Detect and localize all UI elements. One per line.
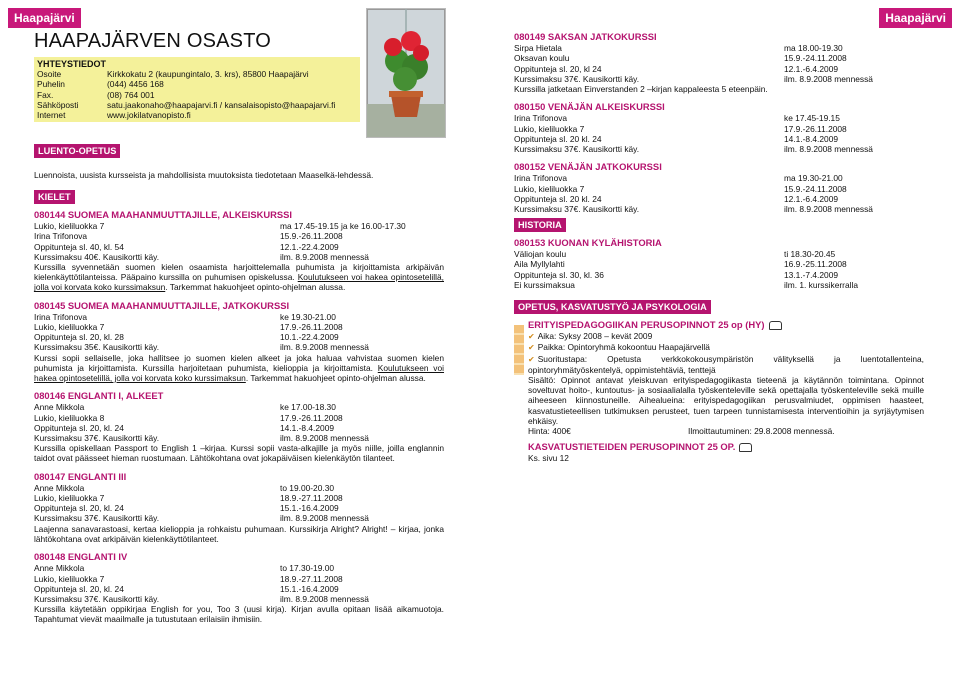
opetus-bullet: ✔ Paikka: Opintoryhmä kokoontuu Haapajärvellä (528, 342, 924, 353)
course-detail-left: Lukio, kieliluokka 7 (34, 221, 105, 232)
contact-box (34, 57, 360, 122)
course-description-text: Kurssilla jatketaan Einverstanden 2 –kirjan kappaleesta 5 eteenpäin. (514, 84, 768, 95)
course-detail-line (514, 113, 924, 123)
course-detail-left: Oppitunteja sl. 20, kl. 28 (34, 332, 124, 343)
course-detail-left: Irina Trifonova (34, 311, 88, 322)
course-detail-line (34, 322, 444, 332)
flower-photo (366, 8, 446, 138)
course-detail-right: ke 17.00-18.30 (280, 402, 336, 413)
course-detail-left: Oppitunteja sl. 30, kl. 36 (514, 269, 604, 280)
course-detail-right: 18.9.-27.11.2008 (280, 493, 343, 504)
course-detail-line (34, 242, 444, 252)
region-tag-left: Haapajärvi (8, 8, 81, 28)
course-detail-line (514, 270, 924, 280)
course-detail-line (514, 74, 924, 84)
course-detail-line (34, 342, 444, 352)
course-title: 080149 SAKSAN JATKOKURSSI (514, 31, 657, 42)
historia-course (514, 238, 924, 290)
course-detail-left: Lukio, kieliluokka 7 (514, 123, 585, 134)
course-detail-line (514, 194, 924, 204)
course-detail-left: Anne Mikkola (34, 482, 85, 493)
course-detail-left: Oppitunteja sl. 40, kl. 54 (34, 241, 124, 252)
course-description (34, 604, 444, 624)
course-detail-right: 15.9.-26.11.2008 (280, 231, 343, 242)
course-detail-line (34, 574, 444, 584)
course-description (34, 443, 444, 463)
opetus-section (528, 320, 924, 464)
course-detail-right: 15.1.-16.4.2009 (280, 583, 339, 594)
geranium-image (367, 9, 445, 137)
course-detail-right: ilm. 1. kurssikerralla (784, 279, 858, 290)
course-detail-right: ilm. 8.9.2008 mennessä (784, 204, 873, 215)
course-description-text: Laajenna sanavarastoasi, kertaa kielioppia ja rohkaistu puhumaan. Kurssikirja Alright? Alright! – kirjaa, jonka lähtökohtana ovat arkipäivän kielenkäyttötilanteet. (34, 523, 444, 544)
course-detail-left: Lukio, kieliluokka 7 (34, 322, 105, 333)
course-detail-left: Oppitunteja sl. 20 kl. 24 (514, 133, 602, 144)
contact-label: Puhelin (37, 79, 65, 90)
course-detail-right: ilm. 8.9.2008 mennessä (280, 513, 369, 524)
course-detail-right: 18.9.-27.11.2008 (280, 573, 343, 584)
course-detail-line (34, 584, 444, 594)
course-title: 080146 ENGLANTI I, ALKEET (34, 390, 164, 402)
course-detail-right: 14.1.-8.4.2009 (280, 422, 335, 433)
course-detail-right: 17.9.-26.11.2008 (784, 123, 847, 134)
course-detail-line (514, 64, 924, 74)
course-detail-right: ma 19.30-21.00 (784, 173, 843, 184)
course-block (34, 552, 444, 624)
course-description-text: Kurssilla opiskellaan Passport to English 1 –kirjaa. Kurssi sopii vasta-alkajille ja myös niille, joilla englannin taidot ovat päässeet hieman ruostumaan. Lähtökohtana ovat jokapäiväisen kielenkäytön tilanteet. (34, 443, 444, 464)
right-course-list (514, 32, 924, 222)
course-detail-left: Lukio, kieliluokka 7 (34, 493, 105, 504)
course-description (34, 353, 444, 384)
contact-label: Fax. (37, 89, 54, 100)
course-description (34, 262, 444, 293)
course-detail-line (34, 483, 444, 493)
contact-row (37, 69, 357, 79)
phone-icon (769, 321, 782, 330)
opetus-bullet: ✔ Suoritustapa: Opetusta verkkokokousympäristön välityksellä ja luentotallenteina, opintoryhmätyöskentelyä, oppimistehtäviä, tenttejä (528, 354, 924, 375)
contact-value: (08) 764 001 (107, 89, 155, 100)
course-detail-left: Oppitunteja sl. 20 kl. 24 (514, 193, 602, 204)
course-description-text: Kurssilla käytetään oppikirjaa English for you, Too 3 (uusi kirja). Kirjan avulla opitaan lisää aikamuotoja. Tapahtumat vievät maailmalle ja tutustutaan erilaisiin ihmisiin. (34, 604, 444, 625)
course-title: 080152 VENÄJÄN JATKOKURSSI (514, 161, 662, 173)
phone-icon (739, 443, 752, 452)
luento-text: Luennoista, uusista kursseista ja mahdollisista muutoksista tiedotetaan Maaselkä-lehdessä. (34, 170, 374, 180)
course-title: 080145 SUOMEA MAAHANMUUTTAJILLE, JATKOKURSSI (34, 299, 290, 311)
course-detail-left: Ei kurssimaksua (514, 279, 575, 290)
course-description-text: Kurssi sopii sellaiselle, joka hallitsee jo suomen kielen alkeet ja joka haluaa vahvistaa suomen kielen puhumista ja kirjoittamista. Kurssilla harjoitetaan puhumista, kielioppia ja kirjoittamista. (34, 352, 444, 373)
contact-label: Internet (37, 110, 66, 121)
course-detail-left: Kurssimaksu 37€. Kausikortti käy. (514, 144, 640, 155)
luento-opetus-bar: LUENTO-OPETUS (34, 144, 120, 158)
course-detail-left: Oppitunteja sl. 20, kl. 24 (34, 422, 124, 433)
course-detail-left: Irina Trifonova (34, 231, 88, 242)
course-title-text: KASVATUSTIETEIDEN PERUSOPINNOT 25 OP. (528, 441, 736, 453)
course-detail-line (34, 503, 444, 513)
course-detail-left: Kurssimaksu 37€. Kausikortti käy. (514, 73, 640, 84)
course-title-text: ERITYISPEDAGOGIIKAN PERUSOPINNOT 25 op (HY) (528, 319, 765, 330)
course-detail-right: ma 18.00-19.30 (784, 43, 843, 54)
course-detail-left: Kurssimaksu 37€. Kausikortti käy. (514, 204, 640, 215)
course-detail-line (34, 563, 444, 573)
course-detail-line (34, 433, 444, 443)
contact-label: Sähköposti (37, 99, 79, 110)
course-detail-left: Oppitunteja sl. 20, kl. 24 (34, 503, 124, 514)
course-detail-right: 10.1.-22.4.2009 (280, 332, 339, 343)
course-block (34, 391, 444, 463)
course-description-end: . Tarkemmat hakuohjeet opinto-ohjelman alussa. (165, 282, 346, 293)
course-detail-left: Kurssimaksu 37€. Kausikortti käy. (34, 593, 160, 604)
course-detail-left: Oksavan koulu (514, 53, 570, 64)
course-detail-line (514, 124, 924, 134)
contact-value: Kirkkokatu 2 (kaupungintalo, 3. krs), 85800 Haapajärvi (107, 69, 309, 80)
course-title (528, 442, 924, 452)
historia-bar: HISTORIA (514, 218, 566, 232)
course-detail-right: 14.1.-8.4.2009 (784, 133, 839, 144)
course-voucher-note: Koulutukseen voi hakea opintosetelillä, jolla voi korvata koko kurssimaksun (34, 272, 444, 293)
course-description (514, 84, 924, 94)
course-detail-line (34, 594, 444, 604)
course-block (514, 102, 924, 154)
course-title (528, 320, 924, 330)
course-detail-right: 16.9.-25.11.2008 (784, 259, 847, 270)
course-detail-right: 17.9.-26.11.2008 (280, 322, 343, 333)
kielet-bar: KIELET (34, 190, 75, 204)
contact-row (37, 100, 357, 110)
course-detail-line (34, 252, 444, 262)
course-detail-right: ilm. 8.9.2008 mennessä (280, 433, 369, 444)
contact-value: satu.jaakonaho@haapajarvi.fi / kansalaisopisto@haapajarvi.fi (107, 99, 336, 110)
course-detail-right: ilm. 8.9.2008 mennessä (784, 73, 873, 84)
course-detail-right: 13.1.-7.4.2009 (784, 269, 839, 280)
course-detail-left: Oppitunteja sl. 20, kl 24 (514, 63, 602, 74)
course-detail-left: Irina Trifonova (514, 173, 568, 184)
course-detail-right: to 17.30-19.00 (280, 563, 335, 574)
course-detail-line (514, 259, 924, 269)
course-detail-left: Irina Trifonova (514, 113, 568, 124)
course-detail-right: ilm. 8.9.2008 mennessä (784, 144, 873, 155)
course-detail-right: to 19.00-20.30 (280, 482, 335, 493)
course-detail-left: Kurssimaksu 37€. Kausikortti käy. (34, 513, 160, 524)
course-block (514, 32, 924, 94)
course-detail-left: Anne Mikkola (34, 563, 85, 574)
course-block (34, 210, 444, 293)
opetus-registration: Ilmoittautuminen: 29.8.2008 mennessä. (688, 426, 835, 437)
course-detail-right: 12.1.-6.4.2009 (784, 63, 839, 74)
course-detail-left: Sirpa Hietala (514, 43, 562, 54)
opetus-see-page: Ks. sivu 12 (528, 453, 569, 464)
region-tag-right: Haapajärvi (879, 8, 952, 28)
contact-row (37, 79, 357, 89)
course-detail-left: Kurssimaksu 35€. Kausikortti käy. (34, 342, 160, 353)
contact-title: YHTEYSTIEDOT (37, 59, 107, 69)
course-detail-line (34, 423, 444, 433)
course-detail-left: Lukio, kieliluokka 7 (514, 183, 585, 194)
contact-row (37, 90, 357, 100)
contact-label: Osoite (37, 69, 62, 80)
course-detail-line (34, 221, 444, 231)
course-detail-line (514, 144, 924, 154)
course-block (514, 162, 924, 214)
course-detail-right: ke 17.45-19.15 (784, 113, 840, 124)
course-detail-line (34, 402, 444, 412)
course-detail-right: 15.9.-24.11.2008 (784, 53, 847, 64)
left-course-list (34, 210, 444, 633)
opetus-bar: OPETUS, KASVATUSTYÖ JA PSYKOLOGIA (514, 300, 711, 314)
course-detail-right: ilm. 8.9.2008 mennessä (280, 251, 369, 262)
course-detail-left: Aila Myllylahti (514, 259, 565, 270)
course-detail-line (514, 249, 924, 259)
course-detail-right: ke 19.30-21.00 (280, 311, 336, 322)
course-detail-right: 15.1.-16.4.2009 (280, 503, 339, 514)
course-title: 080153 KUONAN KYLÄHISTORIA (514, 237, 662, 248)
course-detail-line (514, 280, 924, 290)
contact-value: www.jokilatvanopisto.fi (107, 110, 191, 121)
course-detail-line (34, 332, 444, 342)
course-detail-line (34, 513, 444, 523)
course-detail-left: Kurssimaksu 40€. Kausikortti käy. (34, 251, 160, 262)
course-detail-line (514, 43, 924, 53)
course-detail-right: ma 17.45-19.15 ja ke 16.00-17.30 (280, 221, 406, 232)
course-detail-right: ti 18.30-20.45 (784, 249, 836, 260)
side-ornament (514, 325, 524, 375)
course-detail-line (34, 493, 444, 503)
course-detail-left: Oppitunteja sl. 20, kl. 24 (34, 583, 124, 594)
contact-row (37, 110, 357, 120)
opetus-price: Hinta: 400€ (528, 426, 571, 437)
course-detail-line (514, 173, 924, 183)
course-detail-line (34, 312, 444, 322)
opetus-bullet: ✔ Aika: Syksy 2008 – kevät 2009 (528, 331, 924, 342)
course-description-text: Kurssilla syvennetään suomen kielen osaamista harjoittelemalla puhumista ja kirjoittamista arkipäivän kielenkäyttötilanteissa. Pääpaino kurssilla on puhumisen opiskelussa. (34, 262, 444, 283)
course-detail-line (514, 53, 924, 63)
course-detail-line (34, 231, 444, 241)
course-title: 080144 SUOMEA MAAHANMUUTTAJILLE, ALKEISKURSSI (34, 209, 293, 220)
course-detail-right: ilm. 8.9.2008 mennessä (280, 342, 369, 353)
course-detail-left: Lukio, kieliluokka 8 (34, 412, 105, 423)
course-detail-left: Väliojan koulu (514, 249, 567, 260)
course-title: 080147 ENGLANTI III (34, 470, 127, 482)
course-detail-right: 15.9.-24.11.2008 (784, 183, 847, 194)
course-detail-right: 17.9.-26.11.2008 (280, 412, 343, 423)
course-detail-left: Kurssimaksu 37€. Kausikortti käy. (34, 433, 160, 444)
opetus-content: Sisältö: Opinnot antavat yleiskuvan erityispedagogiikasta tieteenä ja käytännön toimintana. Opinnot soveltuvat hoito-, kuntoutus- ja sosiaalialalla työskenteleville sekä opettajalla työskenteleville sekä muille aiheeseen kiinnostuneille. Aihealueina: erityispedagogiikan perusvalmiudet, oppimisen haasteet, kasvatustieteellisen tutkimuksen perusteet, tuen tarpeen tunnistamisesta interventioihin ja syrjäytymisen ehkäisy. (528, 375, 924, 426)
page-title: HAAPAJÄRVEN OSASTO (34, 30, 272, 52)
course-description (34, 524, 444, 544)
course-title: 080150 VENÄJÄN ALKEISKURSSI (514, 101, 665, 113)
course-detail-left: Lukio, kieliluokka 7 (34, 573, 105, 584)
course-detail-line (514, 134, 924, 144)
course-detail-line (514, 184, 924, 194)
course-detail-line (34, 413, 444, 423)
course-detail-right: 12.1.-6.4.2009 (784, 193, 839, 204)
course-block (34, 301, 444, 384)
course-detail-right: 12.1.-22.4.2009 (280, 241, 339, 252)
course-voucher-note: Koulutukseen voi hakea opintosetelillä, jolla voi korvata koko kurssimaksun (34, 362, 445, 384)
course-detail-left: Anne Mikkola (34, 402, 85, 413)
course-description-end: . Tarkemmat hakuohjeet opinto-ohjelman alussa. (245, 373, 426, 384)
course-detail-line (514, 204, 924, 214)
contact-value: (044) 4456 168 (107, 79, 164, 90)
opetus-price-line (528, 426, 924, 436)
course-block (34, 472, 444, 544)
course-detail-right: ilm. 8.9.2008 mennessä (280, 593, 369, 604)
course-title: 080148 ENGLANTI IV (34, 551, 128, 563)
